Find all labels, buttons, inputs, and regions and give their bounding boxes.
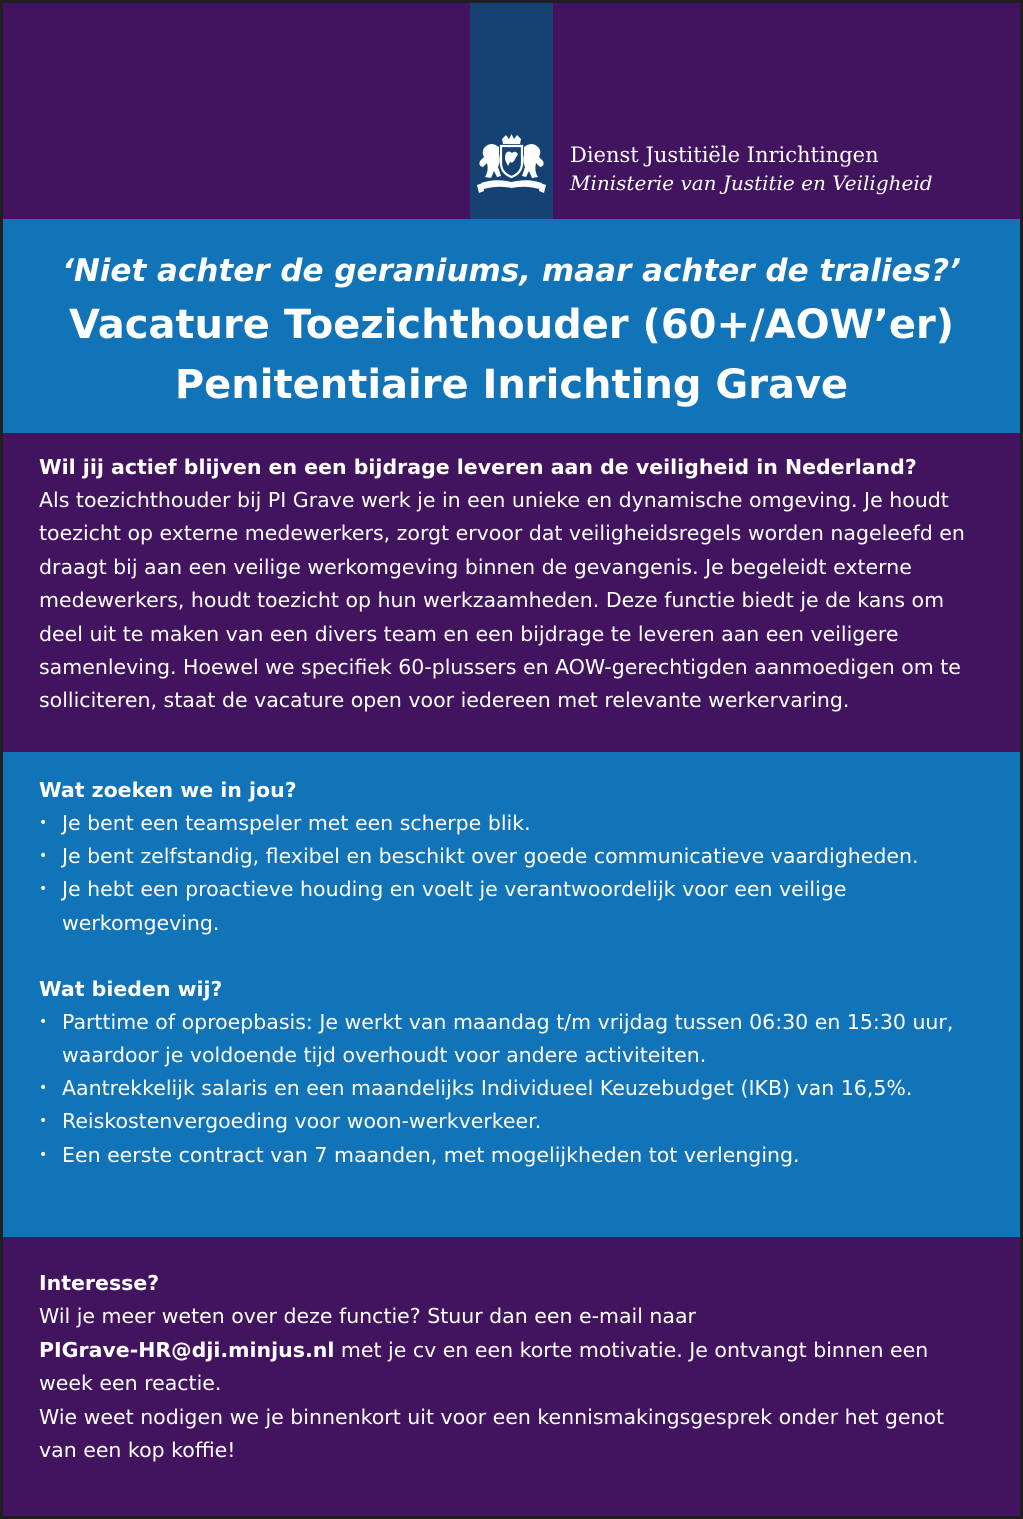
page-title: Vacature Toezichthouder (60+/AOW’er) [68,302,955,348]
offer-heading: Wat bieden wij? [39,976,223,1001]
list-item: • Je bent een teamspeler met een scherpe blik. [39,807,984,840]
logo-ribbon [470,3,553,219]
contact-line: Wil je meer weten over deze functie? Stuur dan een e-mail naar [39,1304,696,1329]
contact-heading: Interesse? [39,1271,160,1295]
list-item: • Een eerste contract van 7 maanden, met mogelijkheden tot verlenging. [39,1139,984,1172]
intro-body: Als toezichthouder bij PI Grave werk je in een unieke en dynamische omgeving. Je houdt toezicht op externe medewerkers, zorgt ervoor dat veiligheidsregels worden nageleefd en draagt bij aan een veilige werkomgeving binnen de gevangenis. Je begeleidt externe medewerkers, houdt toezicht op hun werkzaamheden. Deze functie biedt je de kans om deel uit te maken van een divers team en een bijdrage te leveren aan een veiligere samenleving. Hoewel we specifiek 60-plussers en AOW-gerechtigden aanmoedigen om te solliciteren, staat de vacature open voor iedereen met relevante werkervaring. [39,488,965,713]
seeking-list [39,807,984,940]
tagline: ‘Niet achter de geraniums, maar achter de tralies?’ [62,253,961,289]
ministry-name: Ministerie van Justitie en Veiligheid [570,171,933,195]
coat-of-arms-icon [475,133,548,199]
spacer [39,940,984,973]
intro-section [3,433,1020,752]
requirements-section [3,752,1020,1237]
organization-text [570,141,933,197]
list-item: • Je bent zelfstandig, flexibel en beschikt over goede communicatieve vaardigheden. [39,840,984,873]
list-item: • Je hebt een proactieve houding en voelt je verantwoordelijk voor een veilige werkomgeving. [39,873,984,939]
page-subtitle: Penitentiaire Inrichting Grave [174,362,849,408]
closing-text: Wie weet nodigen we je binnenkort uit voor een kennismakingsgesprek onder het genot van een kop koffie! [39,1404,945,1463]
intro-heading: Wil jij actief blijven en een bijdrage leveren aan de veiligheid in Nederland? [39,455,917,479]
contact-line-after-email: met je cv en een korte motivatie. Je ontvangt binnen een week een reactie. [39,1337,929,1396]
list-item: • Aantrekkelijk salaris en een maandelijks Individueel Keuzebudget (IKB) van 16,5%. [39,1072,984,1105]
title-band [3,219,1020,433]
header [3,3,1020,219]
email-link[interactable]: PIGrave-HR@dji.minjus.nl [39,1337,335,1362]
contact-section [3,1237,1020,1467]
vacancy-poster [3,3,1020,1516]
contact-text [39,1300,984,1400]
seeking-heading: Wat zoeken we in jou? [39,778,297,802]
offer-list [39,1006,984,1172]
organization-name: Dienst Justitiële Inrichtingen [570,143,879,167]
list-item: • Parttime of oproepbasis: Je werkt van maandag t/m vrijdag tussen 06:30 en 15:30 uur, waardoor je voldoende tijd overhoudt voor andere activiteiten. [39,1006,984,1072]
list-item: • Reiskostenvergoeding voor woon-werkverkeer. [39,1105,984,1138]
